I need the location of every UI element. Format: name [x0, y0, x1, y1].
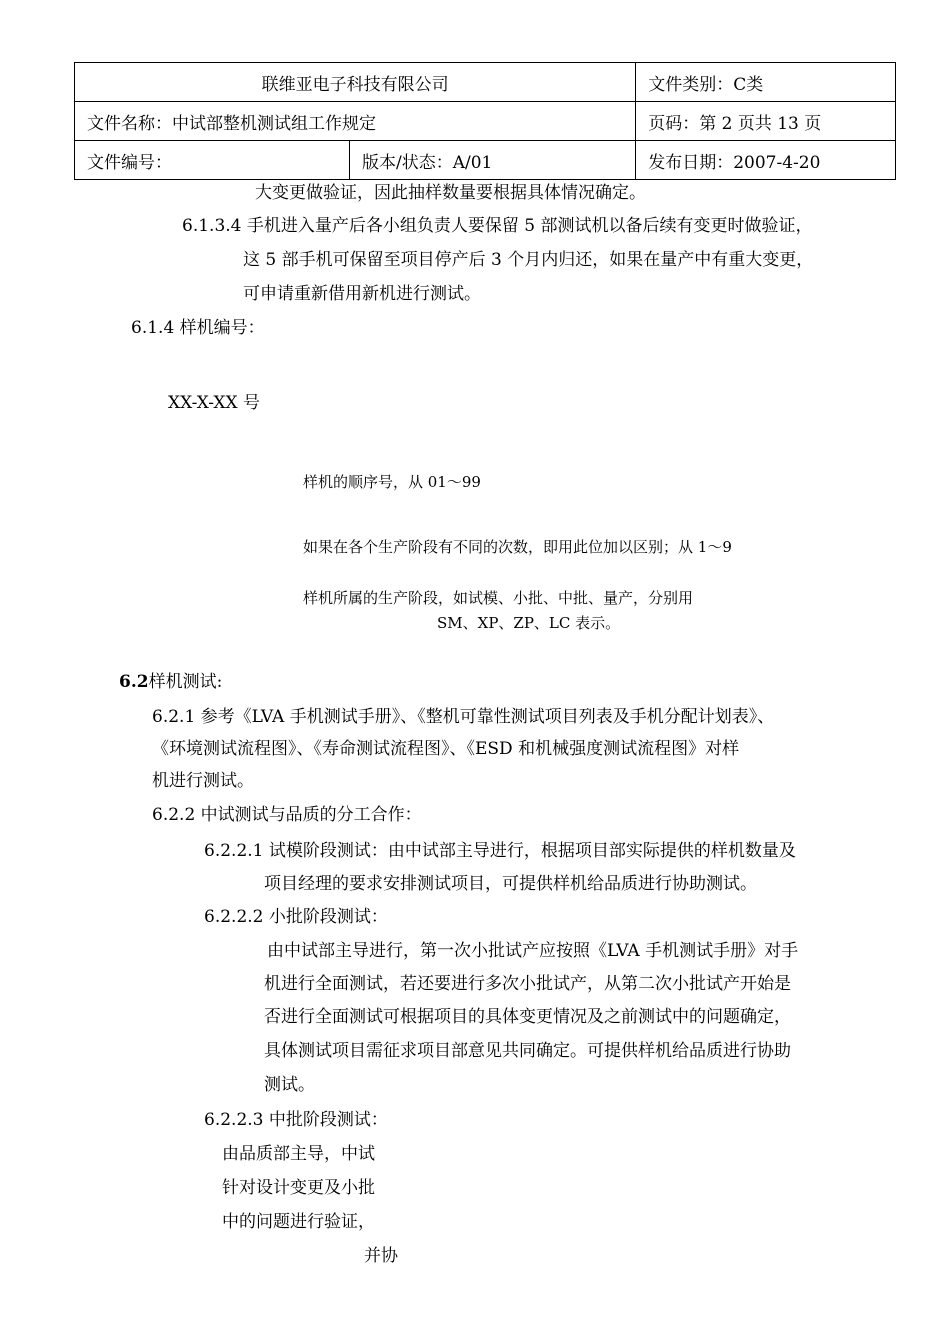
paragraph-line: 6.2.2 中试测试与品质的分工合作：	[152, 805, 422, 825]
paragraph-line: 这 5 部手机可保留至项目停产后 3 个月内归还，如果在量产中有重大变更，	[243, 250, 814, 270]
page-number: 页码：第 2 页共 13 页	[636, 102, 896, 141]
code-note-stage: 样机所属的生产阶段，如试模、小批、中批、量产，分别用	[303, 589, 694, 607]
paragraph-line: 6.2.2.3 中批阶段测试：	[204, 1110, 388, 1130]
document-header-table	[74, 62, 896, 180]
paragraph-line: 针对设计变更及小批	[222, 1178, 375, 1198]
code-note-stage-abbr: SM、XP、ZP、LC 表示。	[437, 614, 621, 632]
paragraph-line: 6.2.1 参考《LVA 手机测试手册》、《整机可靠性测试项目列表及手机分配计划表》、	[152, 707, 775, 727]
section-number: 6.2	[119, 672, 149, 692]
section-title: 样机测试:	[148, 672, 223, 692]
paragraph-line: 测试。	[264, 1075, 315, 1095]
paragraph-line: 6.2.2.2 小批阶段测试：	[204, 907, 388, 927]
doc-name: 文件名称：中试部整机测试组工作规定	[75, 102, 636, 141]
paragraph-line: 否进行全面测试可根据项目的具体变更情况及之前测试中的问题确定，	[264, 1007, 791, 1027]
doc-version: 版本/状态：A/01	[350, 141, 636, 180]
sample-code-format: XX-X-XX 号	[168, 393, 260, 413]
paragraph-line: 具体测试项目需征求项目部意见共同确定。可提供样机给品质进行协助	[264, 1041, 791, 1061]
paragraph-line: 由品质部主导，中试	[222, 1144, 375, 1164]
paragraph-line: 《环境测试流程图》、《寿命测试流程图》、《ESD 和机械强度测试流程图》对样	[152, 739, 740, 759]
code-note-sequence: 样机的顺序号，从 01～99	[303, 473, 481, 491]
release-date: 发布日期：2007-4-20	[636, 141, 896, 180]
section-heading-6-2	[119, 671, 222, 693]
paragraph-line: 中的问题进行验证，	[222, 1212, 375, 1232]
paragraph-line: 机进行全面测试，若还要进行多次小批试产，从第二次小批试产开始是	[264, 974, 791, 994]
paragraph-line: 机进行测试。	[152, 771, 254, 791]
paragraph-line: 由中试部主导进行，第一次小批试产应按照《LVA 手机测试手册》对手	[267, 941, 799, 961]
paragraph-line: 项目经理的要求安排测试项目，可提供样机给品质进行协助测试。	[264, 874, 757, 894]
code-note-count: 如果在各个生产阶段有不同的次数，即用此位加以区别；从 1～9	[303, 538, 732, 556]
doc-category: 文件类别：C类	[636, 63, 896, 102]
doc-code: 文件编号：	[75, 141, 350, 180]
paragraph-line: 6.1.3.4 手机进入量产后各小组负责人要保留 5 部测试机以备后续有变更时做验证，	[182, 216, 813, 236]
paragraph-line: 并协	[364, 1246, 398, 1266]
section-heading: 6.1.4 样机编号：	[131, 318, 265, 338]
company-name: 联维亚电子科技有限公司	[75, 63, 636, 102]
paragraph-line: 大变更做验证，因此抽样数量要根据具体情况确定。	[255, 183, 646, 203]
paragraph-line: 6.2.2.1 试模阶段测试：由中试部主导进行，根据项目部实际提供的样机数量及	[204, 841, 796, 861]
paragraph-line: 可申请重新借用新机进行测试。	[243, 284, 481, 304]
